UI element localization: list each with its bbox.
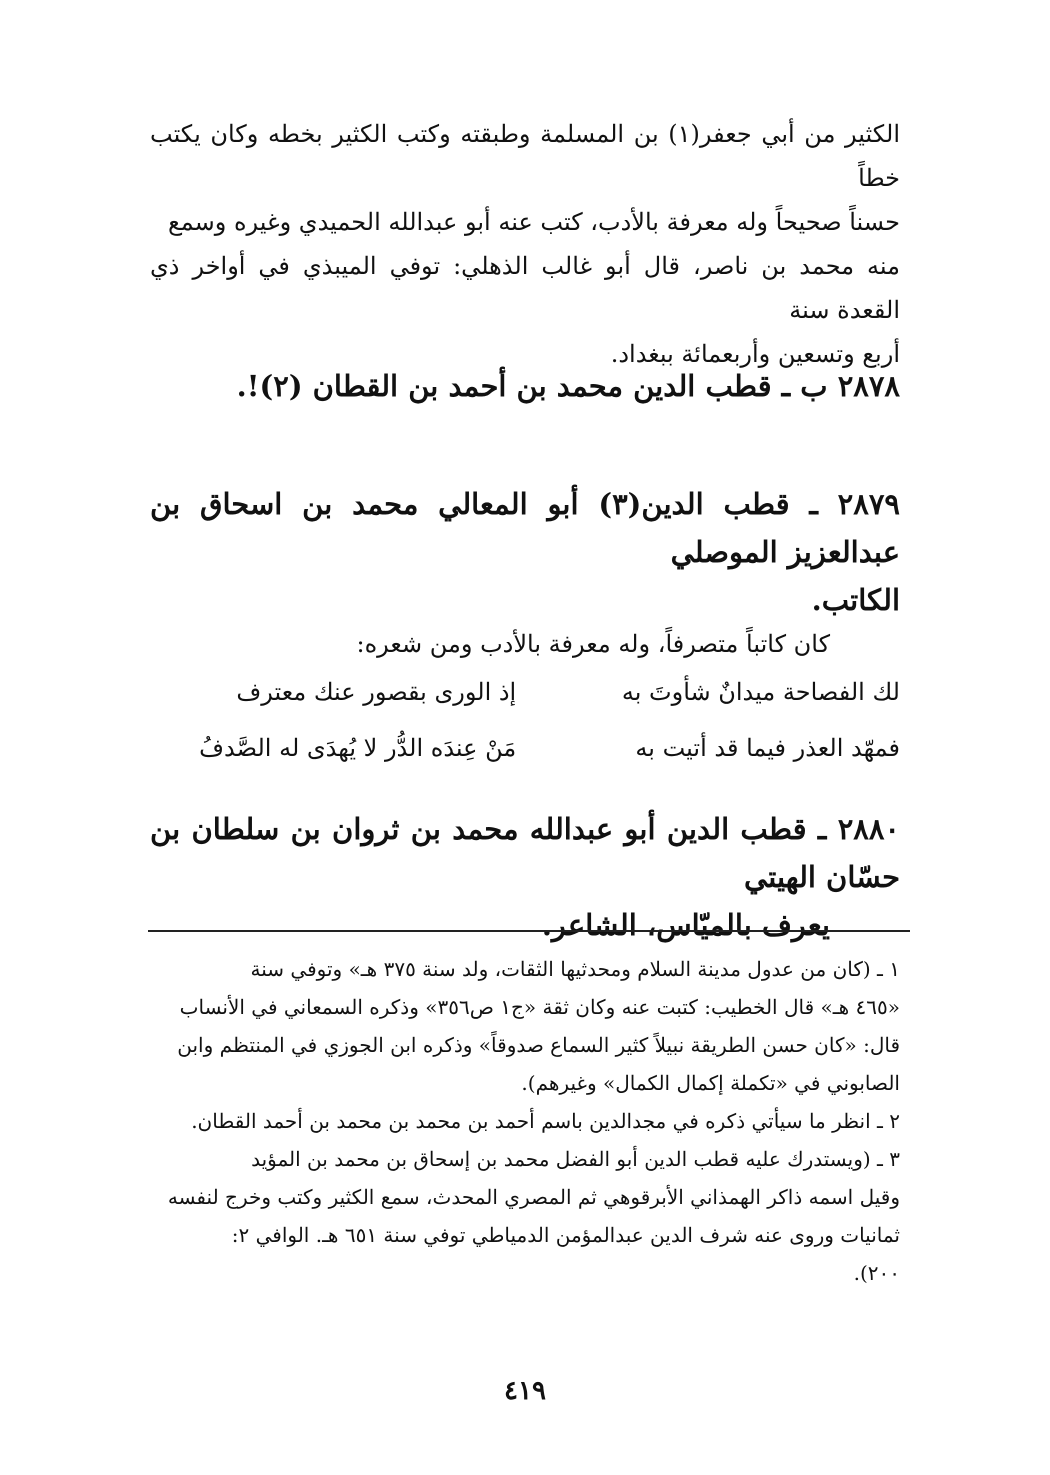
text-line: حسناً صحيحاً وله معرفة بالأدب، كتب عنه أبو عبدالله الحميدي وغيره وسمع bbox=[167, 208, 900, 236]
entry-2880 bbox=[150, 805, 900, 949]
entry-heading-line: ٢٨٨٠ ـ قطب الدين أبو عبدالله محمد بن ثروان بن سلطان بن حسّان الهيتي bbox=[150, 812, 900, 894]
verse-hemistich-first: فمهّد العذر فيما قد أتيت به bbox=[635, 734, 900, 762]
text-line: أربع وتسعين وأربعمائة ببغداد. bbox=[610, 340, 900, 368]
poem bbox=[150, 664, 900, 776]
entry-intro: كان كاتباً متصرفاً، وله معرفة بالأدب ومن شعره: bbox=[356, 630, 830, 658]
footnote-line: وقيل اسمه ذاكر الهمذاني الأبرقوهي ثم المصري المحدث، سمع الكثير وكتب وخرج لنفسه bbox=[167, 1185, 900, 1209]
verse-hemistich-first: لك الفصاحة ميدانٌ شأوتَ به bbox=[621, 678, 900, 706]
verse-hemistich-second: مَنْ عِندَه الدُّر لا يُهدَى له الصَّدفُ bbox=[199, 734, 517, 762]
footnote-line: الصابوني في «تكملة إكمال الكمال» وغيرهم). bbox=[521, 1071, 900, 1095]
text-line: منه محمد بن ناصر، قال أبو غالب الذهلي: توفي الميبذي في أواخر ذي القعدة سنة bbox=[150, 252, 900, 324]
entry-heading-line: الكاتب. bbox=[811, 583, 900, 617]
text-line: الكثير من أبي جعفر(١) بن المسلمة وطبقته وكتب الكثير بخطه وكان يكتب خطاً bbox=[150, 120, 901, 192]
footnote-line: ٢ ـ انظر ما سيأتي ذكره في مجدالدين باسم أحمد بن محمد بن محمد بن أحمد القطان. bbox=[191, 1109, 900, 1133]
verse-hemistich-second: إذ الورى بقصور عنك معترف bbox=[236, 678, 517, 706]
footnote-divider bbox=[148, 930, 910, 932]
verse-row bbox=[162, 664, 900, 720]
entry-2879 bbox=[150, 480, 900, 776]
footnotes bbox=[150, 950, 900, 1292]
footnote-line: ٢٠٠). bbox=[853, 1261, 900, 1285]
footnote-line: قال: «كان حسن الطريقة نبيلاً كثير السماع صدوقاً» وذكره ابن الجوزي في المنتظم وابن bbox=[177, 1033, 900, 1057]
page-number: ٤١٩ bbox=[504, 1376, 546, 1406]
top-paragraph bbox=[150, 112, 900, 376]
footnote-line: «٤٦٥ هـ» قال الخطيب: كتبت عنه وكان ثقة «ج١ ص٣٥٦» وذكره السمعاني في الأنساب bbox=[179, 995, 900, 1019]
entry-heading-line: ٢٨٧٩ ـ قطب الدين(٣) أبو المعالي محمد بن اسحاق بن عبدالعزيز الموصلي bbox=[150, 487, 900, 569]
entry-2878-heading bbox=[150, 362, 900, 410]
verse-row bbox=[162, 720, 900, 776]
footnote-line: ١ ـ (كان من عدول مدينة السلام ومحدثيها الثقات، ولد سنة ٣٧٥ هـ» وتوفي سنة bbox=[250, 957, 900, 981]
footnote-line: ثمانيات وروى عنه شرف الدين عبدالمؤمن الدمياطي توفي سنة ٦٥١ هـ. الوافي ٢: bbox=[231, 1223, 900, 1247]
footnote-line: ٣ ـ (ويستدرك عليه قطب الدين أبو الفضل محمد بن إسحاق بن محمد بن المؤيد bbox=[251, 1147, 900, 1171]
entry-heading-line: يعرف بالميّاس، الشاعر. bbox=[541, 908, 830, 942]
entry-heading-line: ٢٨٧٨ ب ـ قطب الدين محمد بن أحمد بن القطان (٢)!. bbox=[236, 369, 900, 403]
